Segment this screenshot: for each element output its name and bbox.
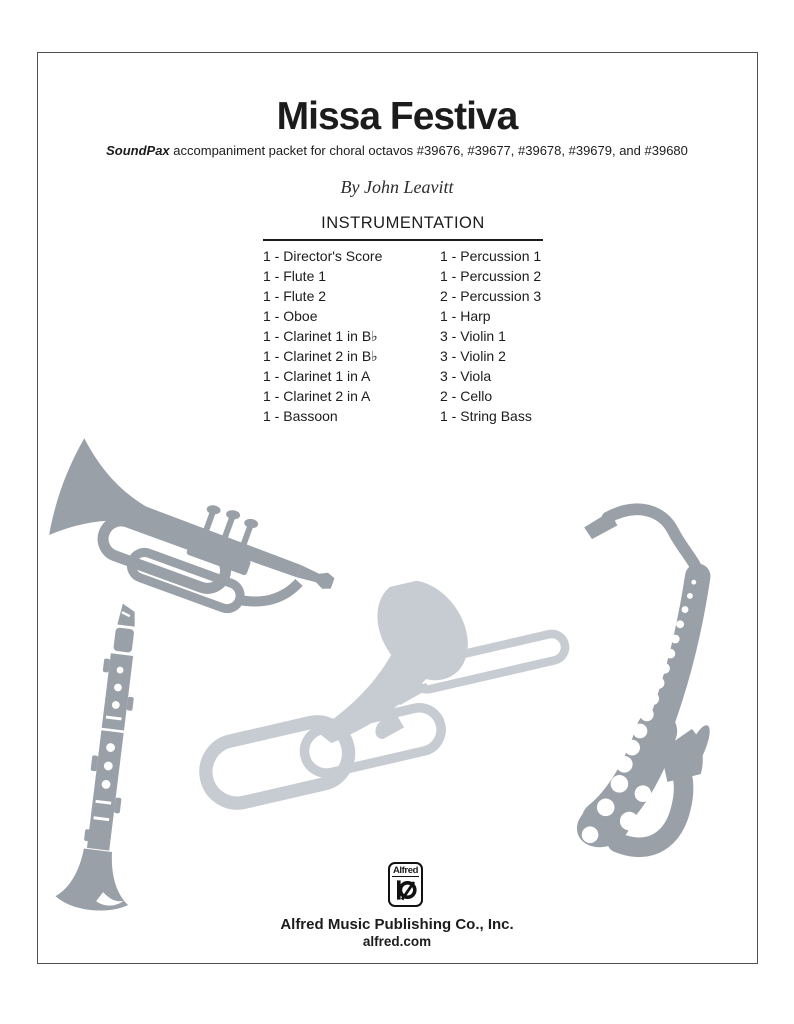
instrumentation-item: 1 - Bassoon — [263, 408, 338, 424]
instrumentation-item: 1 - Clarinet 1 in A — [263, 368, 371, 384]
instrumentation-item: 3 - Violin 1 — [440, 328, 506, 344]
instrumentation-item: 3 - Violin 2 — [440, 348, 506, 364]
alfred-logo — [388, 862, 423, 907]
instrumentation-item: 1 - Flute 2 — [263, 288, 327, 304]
instrumentation-left-column — [263, 246, 382, 426]
subtitle — [0, 143, 794, 158]
instrumentation-right-column — [440, 246, 541, 426]
saxophone-icon — [560, 498, 718, 870]
instrumentation-item: 2 - Cello — [440, 388, 493, 404]
instrumentation-item: 1 - String Bass — [440, 408, 532, 424]
page-title: Missa Festiva — [276, 95, 518, 138]
instrumentation-item: 1 - Flute 1 — [263, 268, 327, 284]
byline: By John Leavitt — [340, 177, 454, 197]
soundpax-brand: SoundPax — [106, 143, 170, 158]
instrumentation-item: 2 - Percussion 3 — [440, 288, 542, 304]
instrumentation-item: 1 - Percussion 2 — [440, 268, 542, 284]
instrumentation-item: 1 - Oboe — [263, 308, 318, 324]
alfred-logo-mark-icon — [394, 877, 418, 903]
alfred-logo-text: Alfred — [392, 865, 419, 876]
instrumentation-rule — [263, 239, 543, 241]
instrumentation-heading: INSTRUMENTATION — [321, 214, 485, 232]
instrumentation-item: 1 - Percussion 1 — [440, 248, 542, 264]
publisher-name: Alfred Music Publishing Co., Inc. — [280, 916, 514, 933]
website-url: alfred.com — [362, 934, 432, 949]
instrumentation-item: 1 - Clarinet 2 in A — [263, 388, 371, 404]
subtitle-text: accompaniment packet for choral octavos #39676, #39677, #39678, #39679, and #39680 — [169, 143, 688, 158]
instrumentation-item: 1 - Director's Score — [263, 248, 383, 264]
instrumentation-item: 3 - Viola — [440, 368, 492, 384]
instrumentation-item: 1 - Clarinet 2 in B♭ — [263, 348, 378, 364]
instrumentation-item: 1 - Harp — [440, 308, 491, 324]
instrumentation-item: 1 - Clarinet 1 in B♭ — [263, 328, 378, 344]
